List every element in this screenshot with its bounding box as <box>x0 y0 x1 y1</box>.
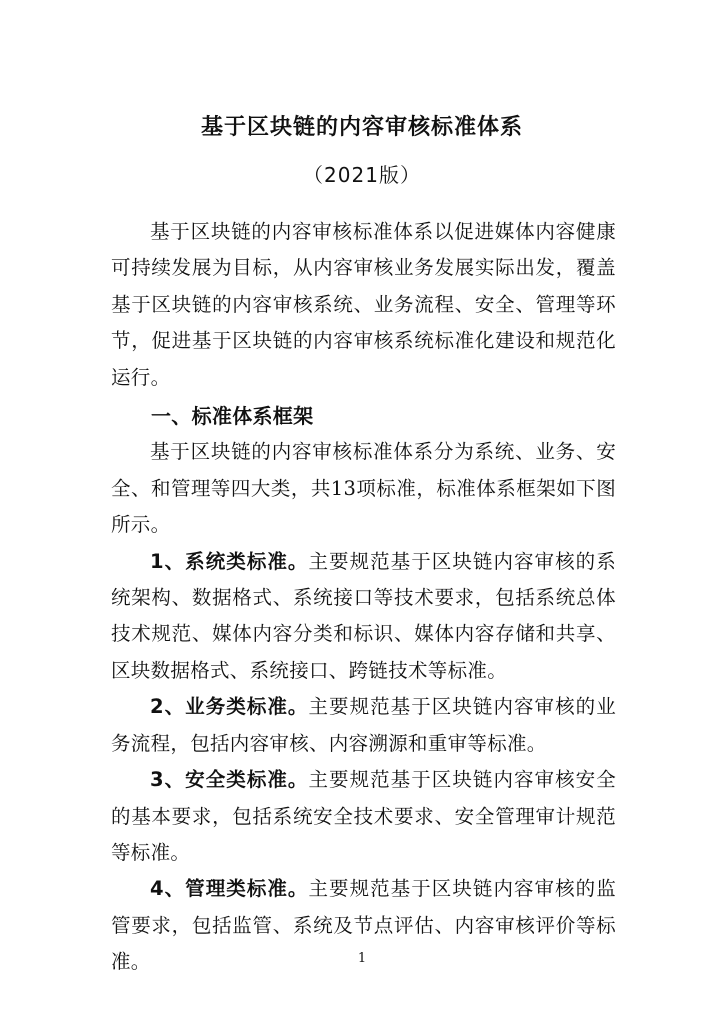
document-subtitle: （2021版） <box>303 163 421 187</box>
list-item <box>111 689 616 762</box>
document-body <box>111 214 616 981</box>
list-item-text: 主要规范基于区块链内容审核的系统架构、数据格式、系统接口等技术要求，包括系统总体技术规范、媒体内容分类和标识、媒体内容存储和共享、区块数据格式、系统接口、跨链技术等标准。 <box>111 549 616 682</box>
list-item-label: 4、管理类标准。 <box>150 877 309 901</box>
document-title: 基于区块链的内容审核标准体系 <box>200 115 523 140</box>
intro-paragraph: 基于区块链的内容审核标准体系以促进媒体内容健康可持续发展为目标，从内容审核业务发展实际出发，覆盖基于区块链的内容审核系统、业务流程、安全、管理等环节，促进基于区块链的内容审核系统标准化建设和规范化运行。 <box>111 220 616 389</box>
list-item-label: 2、业务类标准。 <box>150 695 309 719</box>
list-item <box>111 544 616 690</box>
list-item-text: 主要规范基于区块链内容审核的监管要求，包括监管、系统及节点评估、内容审核评价等标准。 <box>111 877 616 974</box>
list-item-text: 主要规范基于区块链内容审核的业务流程，包括内容审核、内容溯源和重审等标准。 <box>111 695 616 755</box>
list-item <box>111 762 616 871</box>
list-item-label: 1、系统类标准。 <box>150 549 309 573</box>
section-paragraph: 基于区块链的内容审核标准体系分为系统、业务、安全、和管理等四大类，共13项标准，标准体系框架如下图所示。 <box>111 440 616 537</box>
list-item-label: 3、安全类标准。 <box>150 768 309 792</box>
list-item-text: 主要规范基于区块链内容审核安全的基本要求，包括系统安全技术要求、安全管理审计规范等标准。 <box>111 768 616 864</box>
section-heading: 一、标准体系框架 <box>151 404 314 429</box>
page-number: 1 <box>357 951 367 966</box>
